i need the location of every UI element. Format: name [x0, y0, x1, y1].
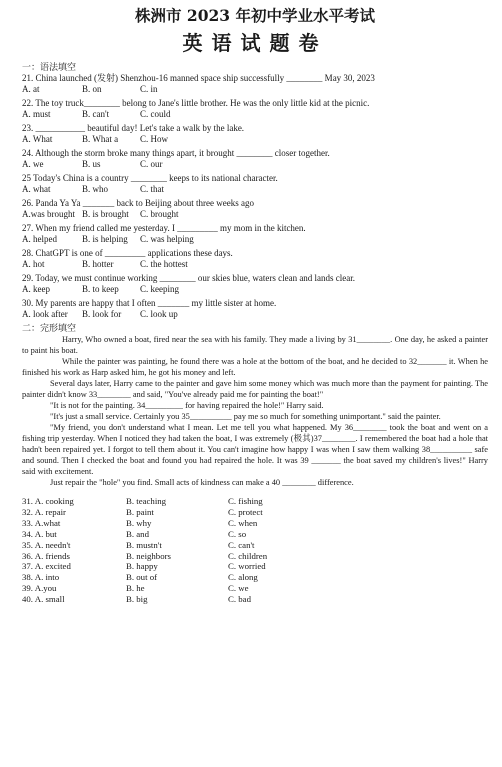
option-b: B. who [82, 184, 109, 194]
option-a: A. keep [22, 284, 50, 294]
option-b: B. hotter [82, 259, 114, 269]
cloze-option-b: B. he [126, 583, 145, 594]
option-b: B. us [82, 159, 101, 169]
option-b: B. is brought [82, 209, 129, 219]
question-item [22, 223, 488, 245]
option-a: A. must [22, 109, 51, 119]
option-c: C. in [140, 84, 158, 94]
cloze-option-b: B. big [126, 594, 148, 605]
cloze-passage [22, 334, 488, 488]
question-stem: 29. Today, we must continue working ________ our skies blue, waters clean and lands clear. [22, 273, 356, 283]
passage-paragraph: While the painter was painting, he found there was a hole at the bottom of the boat, and he decided to 32_______ it. When he finished his work as Harp asked him, he got his money and left. [22, 357, 488, 377]
cloze-option-a: 33. A.what [22, 517, 61, 528]
passage-paragraph: "It's just a small service. Certainly you 35__________ pay me so much for something unimportant." said the painter. [50, 412, 441, 421]
option-c: C. the hottest [140, 259, 188, 269]
section2-heading: 二：完形填空 [22, 323, 77, 333]
question-stem: 28. ChatGPT is one of _________ applications these days. [22, 248, 233, 258]
cloze-option-b: B. neighbors [126, 550, 171, 561]
cloze-option-c: C. fishing [228, 496, 263, 506]
question-stem: 22. The toy truck________ belong to Jane's little brother. He was the only little kid at the picnic. [22, 98, 370, 108]
option-c: C. keeping [140, 284, 179, 294]
cloze-option-row [22, 496, 488, 507]
cloze-option-c: C. can't [228, 539, 255, 550]
passage-paragraph: "It is not for the painting. 34_________ for having repaired the hole!" Harry said. [50, 401, 324, 410]
question-stem: 23. ___________ beautiful day! Let's take a walk by the lake. [22, 123, 245, 133]
option-b: B. on [82, 84, 102, 94]
question-options [22, 284, 488, 295]
question-item [22, 198, 488, 220]
question-stem: 27. When my friend called me yesterday. I _________ my mom in the kitchen. [22, 223, 306, 233]
cloze-option-b: B. and [126, 528, 149, 539]
question-stem: 26. Panda Ya Ya _______ back to Beijing about three weeks ago [22, 198, 254, 208]
passage-paragraph: "My friend, you don't understand what I mean. Let me tell you what happened. My 36________ took the boat and went on a fishing trip yesterday. When I noticed they had taken the boat, I was extremely (极其)37________. I remembered the boat had a hole that hadn't been repaired yet. I forgot to tell them about it. You can't imagine how happy I was when I saw them walking 38__________ safe and sound. Then I checked the boat and found you had repaired the hole. It was 39 _______ the boat saved my children's lives!" Harry said with excitement. [22, 423, 488, 476]
cloze-option-row [22, 518, 488, 529]
option-a: A. hot [22, 259, 45, 269]
cloze-option-b: B. happy [126, 561, 158, 572]
exam-title: 株洲市 2023 年初中学业水平考试 [135, 6, 375, 25]
cloze-option-a: 38. A. into [22, 572, 60, 583]
option-a: A. look after [22, 309, 68, 319]
section1-heading: 一：语法填空 [22, 62, 77, 72]
cloze-option-c: C. when [228, 517, 258, 528]
cloze-option-a: 39. A.you [22, 583, 57, 594]
question-options [22, 134, 488, 145]
option-c: C. brought [140, 209, 179, 219]
cloze-option-a: 35. A. needn't [22, 539, 71, 550]
question-stem: 30. My parents are happy that I often _______ my little sister at home. [22, 298, 277, 308]
cloze-option-row [22, 561, 488, 572]
cloze-option-b: B. out of [126, 572, 158, 583]
cloze-option-row [22, 529, 488, 540]
question-options [22, 309, 488, 320]
question-options [22, 84, 488, 95]
cloze-option-b: B. mustn't [126, 539, 162, 550]
option-b: B. can't [82, 109, 110, 119]
cloze-option-a: 32. A. repair [22, 506, 66, 517]
cloze-option-b: B. paint [126, 506, 154, 517]
question-item [22, 148, 488, 170]
option-a: A. What [22, 134, 53, 144]
option-b: B. is helping [82, 234, 128, 244]
cloze-option-row [22, 540, 488, 551]
cloze-option-row [22, 551, 488, 562]
question-item [22, 73, 488, 95]
option-c: C. that [140, 184, 164, 194]
cloze-option-c: C. we [228, 583, 249, 594]
option-a: A. at [22, 84, 40, 94]
question-options [22, 184, 488, 195]
cloze-option-a: 34. A. but [22, 528, 57, 539]
cloze-option-c: C. along [228, 572, 258, 583]
question-item [22, 248, 488, 270]
option-a: A.was brought [22, 209, 75, 219]
question-stem: 24. Although the storm broke many things apart, it brought ________ closer together. [22, 148, 330, 158]
cloze-option-row [22, 583, 488, 594]
question-options [22, 109, 488, 120]
question-item [22, 173, 488, 195]
question-options [22, 159, 488, 170]
question-stem: 25 Today's China is a country ________ keeps to its national character. [22, 173, 278, 183]
question-options [22, 209, 488, 220]
cloze-option-b: B. why [126, 517, 152, 528]
option-c: C. How [140, 134, 169, 144]
option-c: C. could [140, 109, 171, 119]
option-a: A. what [22, 184, 51, 194]
cloze-option-c: C. so [228, 528, 247, 539]
cloze-option-row [22, 594, 488, 605]
option-a: A. helped [22, 234, 57, 244]
cloze-option-a: 37. A. excited [22, 561, 71, 572]
option-c: C. our [140, 159, 163, 169]
cloze-options [22, 496, 488, 605]
option-b: B. look for [82, 309, 122, 319]
question-item [22, 123, 488, 145]
cloze-option-a: 31. A. cooking [22, 496, 74, 506]
option-b: B. What a [82, 134, 119, 144]
cloze-option-b: B. teaching [126, 496, 167, 506]
cloze-option-c: C. worried [228, 561, 266, 572]
question-stem: 21. China launched (发射) Shenzhou-16 manned space ship successfully ________ May 30, 2023 [22, 73, 375, 83]
cloze-option-row [22, 572, 488, 583]
cloze-option-c: C. protect [228, 506, 263, 517]
cloze-option-row [22, 507, 488, 518]
question-item [22, 98, 488, 120]
section1-questions [22, 73, 488, 320]
exam-subtitle: 英语试题卷 [182, 31, 328, 55]
question-item [22, 273, 488, 295]
cloze-option-c: C. bad [228, 594, 251, 605]
cloze-option-a: 40. A. small [22, 594, 65, 605]
cloze-option-a: 36. A. friends [22, 550, 70, 561]
option-a: A. we [22, 159, 44, 169]
question-options [22, 259, 488, 270]
option-c: C. was helping [140, 234, 194, 244]
passage-paragraph: Several days later, Harry came to the painter and gave him some money which was much more than the payment for painting. The painter didn't know 33________ and said, "You've already paid me for painting the boat!" [22, 379, 488, 399]
passage-paragraph: Harry, Who owned a boat, fired near the sea with his family. They made a living by 31________. One day, he asked a painter to paint his boat. [22, 335, 488, 355]
question-item [22, 298, 488, 320]
option-b: B. to keep [82, 284, 119, 294]
question-options [22, 234, 488, 245]
option-c: C. look up [140, 309, 178, 319]
passage-paragraph: Just repair the "hole" you find. Small acts of kindness can make a 40 ________ difference. [50, 478, 354, 487]
cloze-option-c: C. children [228, 550, 268, 561]
